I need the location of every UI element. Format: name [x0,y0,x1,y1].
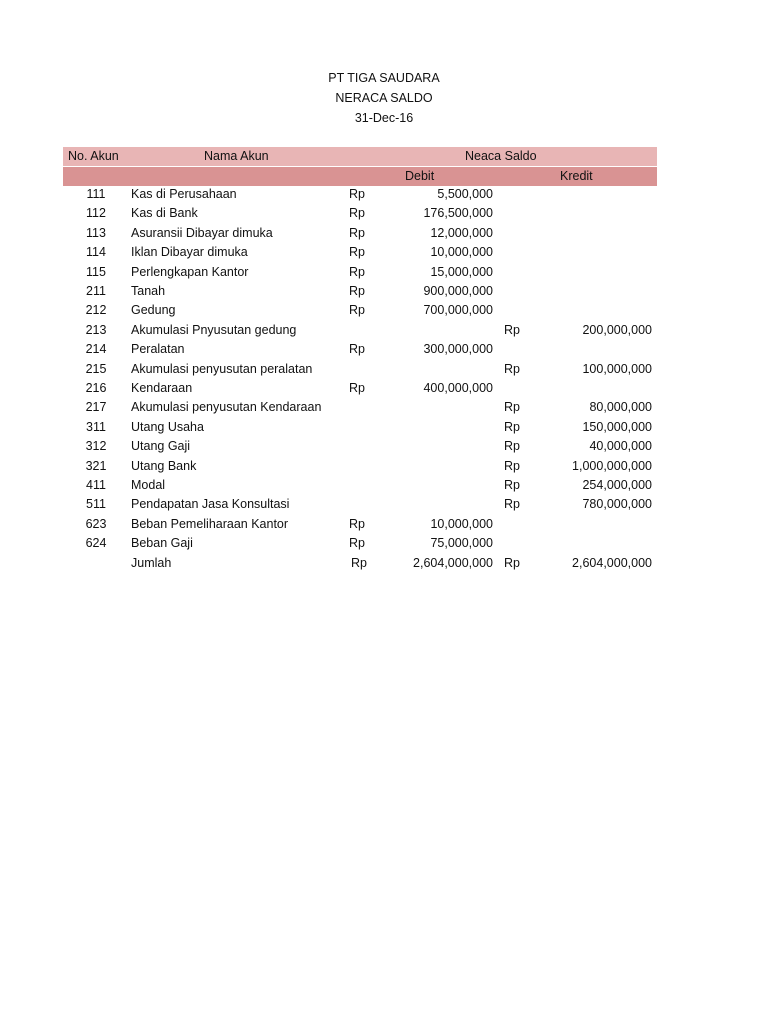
debit-amount: 10,000,000 [430,245,493,260]
account-name: Iklan Dibayar dimuka [131,245,248,260]
table-header-row-2 [63,167,657,186]
header-debit: Debit [405,169,435,183]
account-number: 624 [85,536,107,551]
account-name: Utang Gaji [131,439,191,454]
kredit-amount: 1,000,000,000 [572,458,652,473]
kredit-amount: 150,000,000 [582,419,652,434]
kredit-amount: 100,000,000 [582,361,652,376]
kredit-currency: Rp [504,361,520,376]
account-number: 112 [86,206,106,221]
account-name: Kendaraan [131,381,193,395]
report-date: 31-Dec-16 [354,111,414,125]
table-row [0,458,768,477]
account-name: Utang Usaha [131,419,204,434]
company-name: PT TIGA SAUDARA [328,71,440,85]
kredit-amount: 780,000,000 [582,497,652,512]
debit-amount: 10,000,000 [430,516,493,531]
debit-amount: 700,000,000 [423,303,493,318]
account-name: Akumulasi Pnyusutan gedung [131,322,297,337]
table-row [0,186,768,205]
account-name: Perlengkapan Kantor [131,264,249,279]
account-number: 113 [86,225,106,240]
account-number: 111 [86,187,106,201]
debit-currency: Rp [349,264,365,279]
debit-currency: Rp [349,303,365,318]
account-number: 217 [85,400,107,415]
account-name: Modal [131,478,166,492]
account-name: Peralatan [131,342,185,357]
kredit-currency: Rp [504,419,520,434]
account-name: Utang Bank [131,458,197,473]
kredit-currency: Rp [504,497,520,512]
account-name: Akumulasi penyusutan Kendaraan [131,400,322,415]
debit-currency: Rp [349,381,365,395]
account-number: 212 [85,303,107,318]
table-row [0,516,768,535]
kredit-currency: Rp [504,439,520,454]
total-row [0,555,768,574]
debit-currency: Rp [349,516,365,531]
table-row [0,244,768,263]
table-row [0,380,768,399]
header-nama-akun: Nama Akun [204,149,269,163]
table-row [0,205,768,224]
header-kredit: Kredit [560,169,593,183]
header-no-akun: No. Akun [68,149,119,163]
table-row [0,419,768,438]
account-number: 216 [85,381,107,395]
account-name: Pendapatan Jasa Konsultasi [131,497,290,512]
account-number: 321 [85,458,107,473]
account-number: 411 [86,478,106,492]
debit-currency: Rp [349,206,365,221]
kredit-amount: 254,000,000 [582,478,652,492]
account-number: 511 [86,497,106,512]
debit-amount: 900,000,000 [423,284,493,298]
kredit-currency: Rp [504,322,520,337]
debit-amount: 75,000,000 [430,536,493,551]
table-header-row-1 [63,147,657,166]
debit-currency: Rp [349,245,365,260]
debit-currency: Rp [349,536,365,551]
account-number: 311 [86,419,106,434]
account-number: 623 [85,516,107,531]
debit-amount: 300,000,000 [423,342,493,357]
total-kredit-currency: Rp [504,555,520,570]
table-row [0,361,768,380]
total-kredit-amount: 2,604,000,000 [572,555,652,570]
account-name: Akumulasi penyusutan peralatan [131,361,313,376]
debit-amount: 5,500,000 [437,187,493,201]
debit-amount: 176,500,000 [423,206,493,221]
kredit-amount: 40,000,000 [589,439,652,454]
account-number: 114 [86,245,106,260]
account-name: Tanah [131,284,166,298]
table-row [0,399,768,418]
account-name: Kas di Bank [131,206,198,221]
kredit-currency: Rp [504,478,520,492]
table-row [0,535,768,554]
debit-currency: Rp [349,342,365,357]
account-number: 213 [85,322,107,337]
account-name: Beban Gaji [131,536,193,551]
table-row [0,283,768,302]
table-row [0,341,768,360]
account-name: Kas di Perusahaan [131,187,237,201]
header-neraca-saldo: Neaca Saldo [465,149,537,163]
table-row [0,225,768,244]
account-name: Asuransii Dibayar dimuka [131,225,273,240]
account-number: 211 [86,284,106,298]
table-row [0,264,768,283]
debit-amount: 15,000,000 [430,264,493,279]
report-title: NERACA SALDO [335,91,433,105]
debit-currency: Rp [349,225,365,240]
debit-amount: 12,000,000 [430,225,493,240]
table-row [0,477,768,496]
debit-amount: 400,000,000 [423,381,493,395]
kredit-currency: Rp [504,400,520,415]
total-debit-currency: Rp [351,555,367,570]
account-number: 115 [86,264,106,279]
total-debit-amount: 2,604,000,000 [413,555,493,570]
table-row [0,322,768,341]
account-name: Beban Pemeliharaan Kantor [131,516,289,531]
account-number: 214 [85,342,107,357]
debit-currency: Rp [349,187,365,201]
table-row [0,496,768,515]
table-row [0,438,768,457]
account-number: 215 [85,361,107,376]
kredit-amount: 200,000,000 [582,322,652,337]
account-name: Gedung [131,303,176,318]
kredit-currency: Rp [504,458,520,473]
total-account-name: Jumlah [131,555,172,570]
kredit-amount: 80,000,000 [589,400,652,415]
table-row [0,302,768,321]
account-number: 312 [85,439,107,454]
debit-currency: Rp [349,284,365,298]
